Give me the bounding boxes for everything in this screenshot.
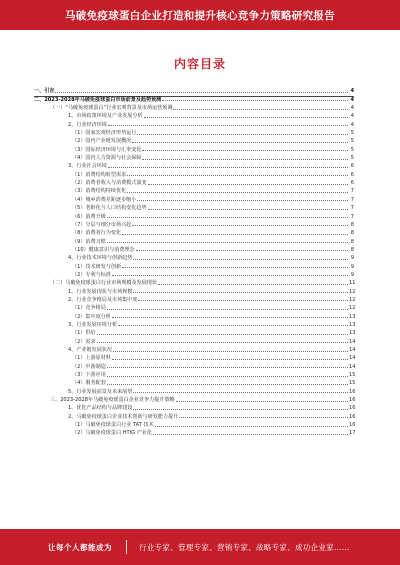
toc-leader-dots bbox=[155, 426, 348, 427]
toc-entry-label: 3、行业社会环境 bbox=[68, 163, 107, 170]
toc-entry[interactable] bbox=[34, 161, 354, 169]
toc-entry-page: 15 bbox=[349, 380, 356, 387]
toc-entry[interactable] bbox=[34, 144, 354, 152]
toc-entry-page: 6 bbox=[350, 163, 354, 170]
toc-entry-label: （4）服务配套 bbox=[72, 380, 106, 387]
table-of-contents bbox=[34, 86, 354, 436]
toc-entry[interactable] bbox=[34, 245, 354, 253]
toc-entry-page: 14 bbox=[349, 363, 356, 370]
toc-leader-dots bbox=[127, 175, 348, 176]
toc-entry-page: 14 bbox=[349, 338, 356, 345]
toc-entry-label: （9）消费习惯 bbox=[72, 238, 106, 245]
toc-entry[interactable] bbox=[34, 220, 354, 228]
toc-entry-label: （2）需求 bbox=[72, 338, 96, 345]
toc-leader-dots bbox=[107, 384, 348, 385]
toc-entry[interactable] bbox=[34, 428, 354, 436]
toc-entry-page: 16 bbox=[349, 422, 356, 429]
toc-entry-label: 一、引言 bbox=[34, 88, 55, 95]
toc-entry-label: （4）国内人力资源与社会保障 bbox=[72, 155, 142, 162]
toc-entry-label: （2）集中度分析 bbox=[72, 313, 111, 320]
toc-entry-page: 16 bbox=[349, 397, 356, 404]
toc-leader-dots bbox=[133, 392, 348, 393]
toc-entry-page: 12 bbox=[349, 288, 356, 295]
toc-entry[interactable] bbox=[34, 328, 354, 336]
toc-heading: 内容目录 bbox=[173, 57, 226, 71]
toc-entry-page: 6 bbox=[350, 171, 354, 178]
toc-entry[interactable] bbox=[34, 278, 354, 286]
toc-entry-page: 13 bbox=[349, 330, 356, 337]
toc-leader-dots bbox=[142, 150, 348, 151]
toc-leader-dots bbox=[148, 209, 348, 210]
toc-leader-dots bbox=[97, 342, 348, 343]
toc-entry-page: 4 bbox=[350, 88, 354, 95]
toc-entry[interactable] bbox=[34, 228, 354, 236]
toc-entry-label: （10）健康意识与消费理念 bbox=[72, 246, 135, 253]
toc-leader-dots bbox=[162, 100, 348, 101]
toc-entry-label: 1、优化产品结构与品牌建设 bbox=[68, 405, 133, 412]
toc-leader-dots bbox=[136, 250, 348, 251]
toc-entry[interactable] bbox=[34, 395, 354, 403]
toc-entry-label: （2）国内产业链发展概况 bbox=[72, 138, 132, 145]
toc-entry-label: 4、产业链发展状况 bbox=[68, 347, 112, 353]
toc-entry-label: （6）消费升级 bbox=[72, 213, 106, 220]
toc-leader-dots bbox=[107, 376, 348, 377]
toc-entry[interactable] bbox=[34, 320, 354, 328]
report-header-bar bbox=[0, 0, 400, 30]
toc-entry[interactable] bbox=[34, 203, 354, 211]
toc-entry-page: 8 bbox=[350, 246, 354, 253]
toc-entry-page: 16 bbox=[349, 405, 356, 412]
toc-entry-page: 7 bbox=[350, 196, 354, 203]
toc-entry-page: 6 bbox=[350, 180, 354, 187]
toc-leader-dots bbox=[55, 92, 348, 93]
toc-entry-label: （1）国家宏观经济形势运行 bbox=[72, 130, 137, 137]
toc-entry-label: （8）消费者行为变化 bbox=[72, 230, 122, 237]
toc-entry-label: （2）消费者收入与消费模式演变 bbox=[72, 180, 147, 187]
toc-leader-dots bbox=[176, 401, 348, 402]
toc-entry-label: （4）城乡消费差距逐步缩小 bbox=[72, 196, 137, 203]
toc-entry-label: （1）上游原材料 bbox=[72, 355, 111, 362]
toc-entry-page: 14 bbox=[349, 347, 356, 353]
toc-entry-label: （5）老龄化与人口结构变化趋势 bbox=[72, 205, 147, 212]
toc-entry-label: 2、行业经济环境 bbox=[68, 121, 107, 128]
toc-entry[interactable] bbox=[34, 169, 354, 177]
footer-bar bbox=[0, 529, 400, 565]
toc-leader-dots bbox=[122, 267, 348, 268]
toc-leader-dots bbox=[107, 309, 348, 310]
toc-entry[interactable] bbox=[34, 378, 354, 386]
toc-entry[interactable] bbox=[34, 261, 354, 269]
toc-entry-page: 9 bbox=[350, 255, 354, 262]
toc-leader-dots bbox=[113, 351, 348, 352]
toc-leader-dots bbox=[133, 292, 348, 293]
toc-entry-page: 11 bbox=[349, 280, 356, 287]
toc-entry-page: 13 bbox=[349, 321, 356, 328]
toc-entry[interactable] bbox=[34, 128, 354, 136]
report-title: 马破免疫球蛋白企业打造和提升核心竞争力策略研究报告 bbox=[65, 9, 335, 22]
toc-leader-dots bbox=[107, 367, 348, 368]
toc-entry-label: （2）中游制造 bbox=[72, 363, 106, 370]
toc-leader-dots bbox=[153, 434, 348, 435]
toc-leader-dots bbox=[108, 125, 348, 126]
toc-entry[interactable] bbox=[34, 236, 354, 244]
toc-entry-page: 17 bbox=[349, 430, 356, 437]
toc-leader-dots bbox=[137, 200, 348, 201]
toc-entry[interactable] bbox=[34, 111, 354, 119]
toc-entry-page: 9 bbox=[350, 271, 354, 278]
toc-leader-dots bbox=[173, 109, 348, 110]
toc-entry-page: 5 bbox=[350, 146, 354, 153]
toc-entry[interactable] bbox=[34, 94, 354, 102]
toc-entry-page: 16 bbox=[349, 388, 356, 395]
toc-entry[interactable] bbox=[34, 103, 354, 111]
toc-leader-dots bbox=[137, 134, 348, 135]
toc-entry[interactable] bbox=[34, 286, 354, 294]
toc-leader-dots bbox=[112, 275, 348, 276]
toc-entry[interactable] bbox=[34, 295, 354, 303]
toc-leader-dots bbox=[133, 409, 348, 410]
toc-entry[interactable] bbox=[34, 361, 354, 369]
toc-entry-page: 14 bbox=[349, 355, 356, 362]
toc-entry-label: （1）供给 bbox=[72, 330, 96, 337]
toc-entry-label: （2）专利与标准 bbox=[72, 271, 111, 278]
toc-entry-page: 8 bbox=[350, 230, 354, 237]
toc-entry-label: 三、2023-2028年马破免疫球蛋白企业竞争力提升策略 bbox=[50, 397, 175, 404]
toc-entry-label: （3）消费结构持续优化 bbox=[72, 188, 127, 195]
toc-leader-dots bbox=[112, 359, 348, 360]
toc-entry-label: （二）马破免疫球蛋白行业市场规模及发展现状 bbox=[50, 280, 157, 287]
toc-leader-dots bbox=[112, 317, 348, 318]
toc-leader-dots bbox=[97, 334, 348, 335]
toc-entry-label: 1、市场政策环境及产业发展分析 bbox=[68, 113, 143, 120]
toc-leader-dots bbox=[132, 225, 348, 226]
toc-entry-page: 8 bbox=[350, 238, 354, 245]
toc-leader-dots bbox=[179, 417, 348, 418]
toc-entry-label: 二、2023-2028年马破免疫球蛋白市场前景及趋势预测 bbox=[34, 96, 162, 103]
toc-entry-label: 2、行业竞争格局及市场集中度 bbox=[68, 296, 138, 303]
toc-entry-page: 9 bbox=[350, 263, 354, 270]
toc-entry-label: 5、行业发展前景及未来展望 bbox=[68, 388, 133, 395]
toc-entry-label: 4、行业技术环境与创新趋势 bbox=[68, 255, 133, 262]
toc-leader-dots bbox=[132, 142, 348, 143]
toc-leader-dots bbox=[144, 117, 348, 118]
toc-entry-page: 5 bbox=[350, 155, 354, 162]
toc-leader-dots bbox=[107, 217, 348, 218]
toc-entry[interactable] bbox=[34, 311, 354, 319]
toc-entry[interactable] bbox=[34, 411, 354, 419]
toc-entry-label: （7）分层与细分市场兴起 bbox=[72, 221, 132, 228]
toc-entry-page: 12 bbox=[349, 305, 356, 312]
toc-leader-dots bbox=[118, 325, 348, 326]
toc-entry[interactable] bbox=[34, 420, 354, 428]
toc-entry-page: 16 bbox=[349, 413, 356, 420]
toc-entry-page: 5 bbox=[350, 138, 354, 145]
toc-entry-label: （1）马破免疫球蛋白行业 TAT 技术 bbox=[72, 422, 154, 429]
toc-leader-dots bbox=[142, 159, 348, 160]
toc-entry[interactable] bbox=[34, 119, 354, 127]
toc-entry-page: 4 bbox=[350, 105, 354, 112]
toc-entry-page: 4 bbox=[350, 121, 354, 128]
toc-entry-label: 3、行业发展环境分析 bbox=[68, 321, 118, 328]
toc-entry[interactable] bbox=[34, 403, 354, 411]
toc-leader-dots bbox=[138, 300, 348, 301]
toc-entry-label: 2、马破免疫球蛋白企业技术创新与研发能力提升 bbox=[68, 413, 179, 420]
toc-leader-dots bbox=[133, 259, 348, 260]
toc-entry-label: 1、行业发展现状与市场规模 bbox=[68, 288, 133, 295]
toc-entry[interactable] bbox=[34, 186, 354, 194]
toc-leader-dots bbox=[108, 167, 348, 168]
toc-entry-page: 7 bbox=[350, 205, 354, 212]
toc-entry[interactable] bbox=[34, 153, 354, 161]
toc-entry[interactable] bbox=[34, 345, 354, 353]
toc-entry[interactable] bbox=[34, 178, 354, 186]
toc-entry[interactable] bbox=[34, 336, 354, 344]
toc-entry-page: 15 bbox=[349, 372, 356, 379]
toc-entry[interactable] bbox=[34, 136, 354, 144]
toc-entry-page: 5 bbox=[350, 130, 354, 137]
toc-entry-label: （一）“马破免疫球蛋白”行业宏观背景及市场运营预测 bbox=[50, 105, 173, 112]
toc-entry[interactable] bbox=[34, 353, 354, 361]
toc-entry-page: 4 bbox=[350, 113, 354, 120]
toc-entry-label: （3）国际经济环境与汇率变化 bbox=[72, 146, 142, 153]
toc-leader-dots bbox=[158, 284, 348, 285]
toc-entry[interactable] bbox=[34, 194, 354, 202]
toc-entry-page: 7 bbox=[350, 213, 354, 220]
toc-leader-dots bbox=[148, 184, 348, 185]
toc-entry-label: （1）竞争格局 bbox=[72, 305, 106, 312]
footer-tags: 行业专家、管理专家、营销专家、战略专家、成功企业家…… bbox=[139, 542, 350, 552]
toc-entry-page: 13 bbox=[349, 313, 356, 320]
toc-entry[interactable] bbox=[34, 86, 354, 94]
toc-entry[interactable] bbox=[34, 370, 354, 378]
toc-entry-page: 12 bbox=[349, 296, 356, 303]
footer-separator bbox=[126, 540, 127, 554]
toc-entry-label: （1）技术研发与创新 bbox=[72, 263, 122, 270]
toc-entry-label: （3）下游应用 bbox=[72, 372, 106, 379]
footer-brand: 让每个人都能成为 bbox=[48, 542, 112, 552]
toc-entry[interactable] bbox=[34, 253, 354, 261]
toc-entry[interactable] bbox=[34, 386, 354, 394]
toc-entry[interactable] bbox=[34, 270, 354, 278]
toc-entry-page: 8 bbox=[350, 221, 354, 228]
toc-entry-label: （2）马破免疫球蛋白 HTIG 产业化 bbox=[72, 430, 152, 437]
toc-leader-dots bbox=[107, 242, 348, 243]
toc-entry[interactable] bbox=[34, 211, 354, 219]
toc-leader-dots bbox=[127, 192, 348, 193]
toc-entry-page: 7 bbox=[350, 188, 354, 195]
toc-entry[interactable] bbox=[34, 303, 354, 311]
toc-entry-page: 4 bbox=[350, 96, 354, 103]
toc-entry-label: （1）消费结构转型需求 bbox=[72, 171, 127, 178]
toc-leader-dots bbox=[122, 234, 348, 235]
